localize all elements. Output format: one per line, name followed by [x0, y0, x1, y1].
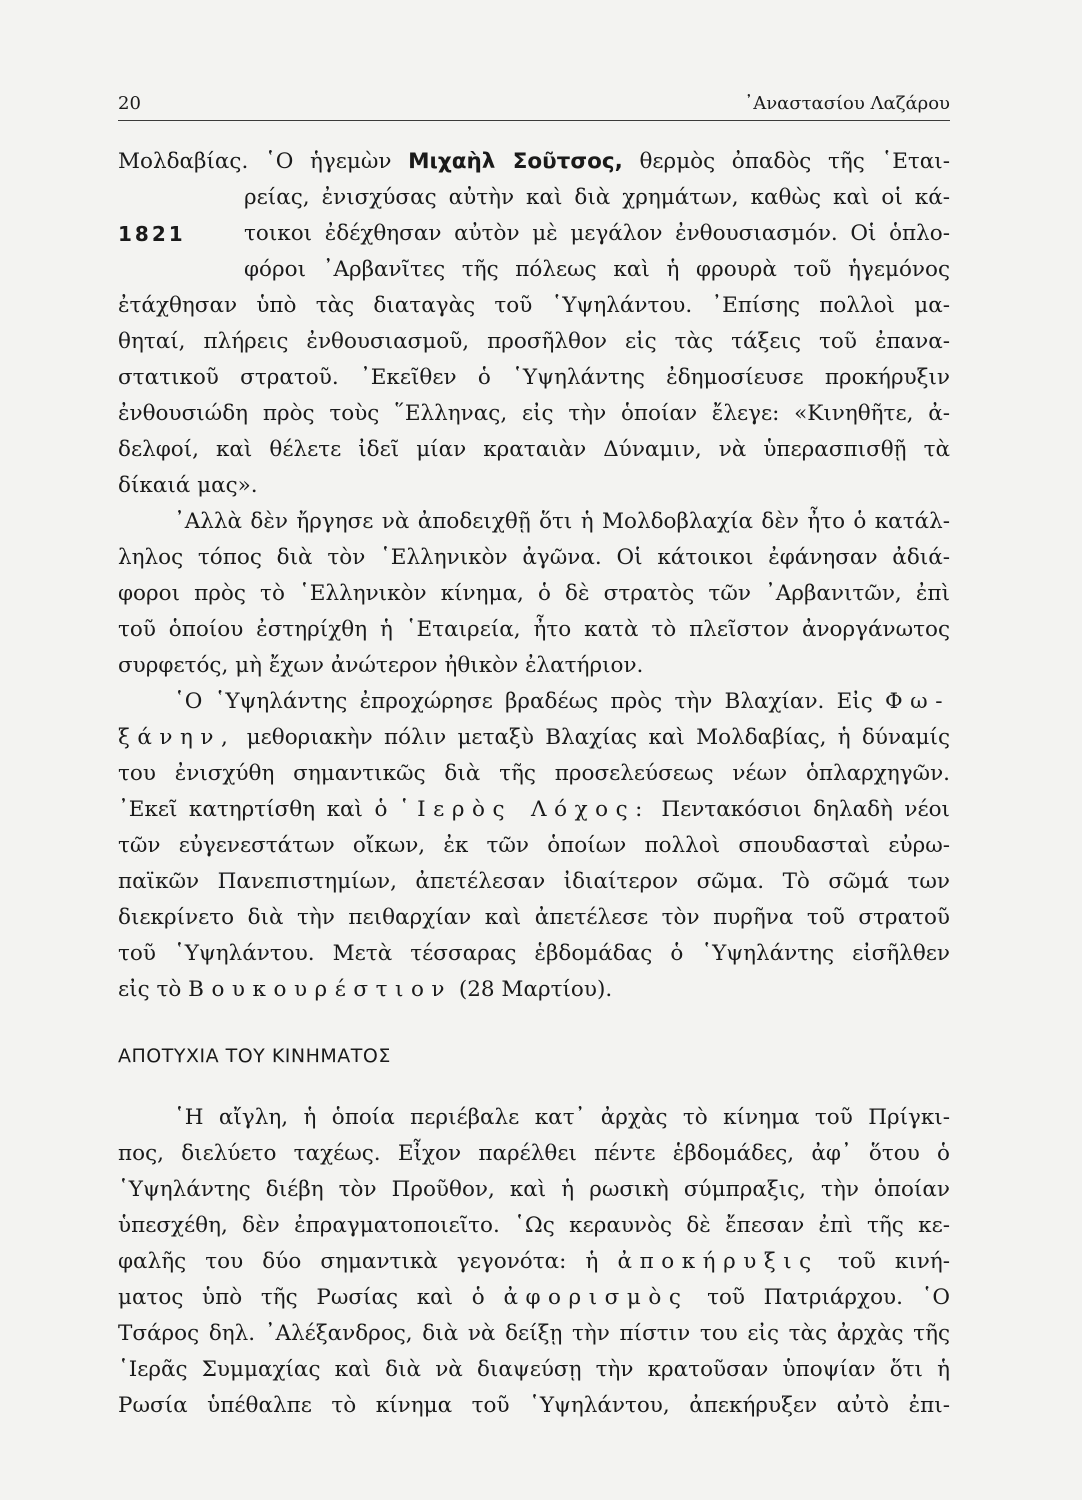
- text-line: ῾Ο ῾Υψηλάντης ἐπροχώρησε βραδέως πρὸς τὴν Βλαχίαν. Εἰς Φω-: [174, 689, 950, 714]
- text-line: ῾Ιερᾶς Συμμαχίας καὶ διὰ νὰ διαψεύσῃ τὴν κρατοῦσαν ὑποψίαν ὅτι ἡ: [118, 1357, 950, 1382]
- text-line: συρφετός, μὴ ἔχων ἀνώτερον ἠθικὸν ἐλατήριον.: [118, 653, 644, 678]
- text-line: Ρωσία ὑπέθαλπε τὸ κίνημα τοῦ ῾Υψηλάντου, ἀπεκήρυξεν αὐτὸ ἐπι-: [118, 1393, 950, 1418]
- text-line: φόροι ᾽Αρβανῖτες τῆς πόλεως καὶ ἡ φρουρὰ τοῦ ἡγεμόνος: [244, 257, 950, 282]
- spaced-term: ῾Ιερὸς Λόχος:: [398, 797, 650, 822]
- text-line: ῾Υψηλάντης διέβη τὸν Προῦθον, καὶ ἡ ρωσικὴ σύμπραξις, τὴν ὁποίαν: [118, 1177, 950, 1202]
- spaced-term: ἀποκήρυξις: [617, 1249, 819, 1274]
- margin-year: 1821: [118, 222, 186, 246]
- text-line: δίκαιά μας».: [118, 473, 258, 498]
- text-line: ῾Η αἴγλη, ἡ ὁποία περιέβαλε κατ᾽ ἀρχὰς τὸ κίνημα τοῦ Πρίγκι-: [174, 1105, 950, 1130]
- running-title: ᾽Αναστασίου Λαζάρου: [744, 93, 950, 114]
- text-line: διεκρίνετο διὰ τὴν πειθαρχίαν καὶ ἀπετέλεσε τὸν πυρῆνα τοῦ στρατοῦ: [118, 905, 950, 930]
- text-line: ξάνην, μεθοριακὴν πόλιν μεταξὺ Βλαχίας καὶ Μολδαβίας, ἡ δύναμίς: [118, 725, 950, 750]
- text-line: ᾽Αλλὰ δὲν ἤργησε νὰ ἀποδειχθῇ ὅτι ἡ Μολδοβλαχία δὲν ἦτο ὁ κατάλ-: [174, 509, 950, 534]
- text-line: ἐτάχθησαν ὑπὸ τὰς διαταγὰς τοῦ ῾Υψηλάντου. ᾽Επίσης πολλοὶ μα-: [118, 293, 950, 318]
- text-line: του ἐνισχύθη σημαντικῶς διὰ τῆς προσελεύσεως νέων ὁπλαρχηγῶν.: [118, 761, 950, 786]
- text-line: ρείας, ἐνισχύσας αὐτὴν καὶ διὰ χρημάτων, καθὼς καὶ οἱ κά-: [244, 185, 950, 210]
- page-number: 20: [118, 93, 141, 114]
- text-line: παϊκῶν Πανεπιστημίων, ἀπετέλεσαν ἰδιαίτερον σῶμα. Τὸ σῶμά των: [118, 869, 950, 894]
- spaced-place-name: Φω-: [885, 689, 950, 714]
- text-line: τοῦ ὁποίου ἐστηρίχθη ἡ ῾Εταιρεία, ἦτο κατὰ τὸ πλεῖστον ἀνοργάνωτος: [118, 617, 950, 642]
- text-line: ὑπεσχέθη, δὲν ἐπραγματοποιεῖτο. ῾Ως κεραυνὸς δὲ ἔπεσαν ἐπὶ τῆς κε-: [118, 1213, 950, 1238]
- spaced-place-name: Βουκουρέστιον: [188, 977, 453, 1002]
- text-line: ληλος τόπος διὰ τὸν ῾Ελληνικὸν ἀγῶνα. Οἱ κάτοικοι ἐφάνησαν ἀδιά-: [118, 545, 950, 570]
- text-line: εἰς τὸ Βουκουρέστιον (28 Μαρτίου).: [118, 977, 613, 1002]
- body-text: [118, 144, 950, 1424]
- spaced-place-name: ξάνην,: [118, 725, 236, 750]
- text-line: στατικοῦ στρατοῦ. ᾽Εκεῖθεν ὁ ῾Υψηλάντης ἐδημοσίευσε προκήρυξιν: [118, 365, 950, 390]
- running-header: [118, 80, 950, 121]
- text-line: πος, διελύετο ταχέως. Εἶχον παρέλθει πέντε ἑβδομάδες, ἀφ᾽ ὅτου ὁ: [118, 1141, 950, 1166]
- section-heading: ΑΠΟΤΥΧΙΑ ΤΟΥ ΚΙΝΗΜΑΤΟΣ: [118, 1045, 391, 1067]
- text-line: τοῦ ῾Υψηλάντου. Μετὰ τέσσαρας ἑβδομάδας ὁ ῾Υψηλάντης εἰσῆλθεν: [118, 941, 950, 966]
- text-line: δελφοί, καὶ θέλετε ἰδεῖ μίαν κραταιὰν Δύναμιν, νὰ ὑπερασπισθῇ τὰ: [118, 437, 950, 462]
- text-line: ᾽Εκεῖ κατηρτίσθη καὶ ὁ ῾Ιερὸς Λόχος: Πεντακόσιοι δηλαδὴ νέοι: [118, 797, 950, 822]
- text-line: ματος ὑπὸ τῆς Ρωσίας καὶ ὁ ἀφορισμὸς τοῦ Πατριάρχου. ῾Ο: [118, 1285, 950, 1310]
- text-line: θηταί, πλήρεις ἐνθουσιασμοῦ, προσῆλθον εἰς τὰς τάξεις τοῦ ἐπανα-: [118, 329, 950, 354]
- text-line: φοροι πρὸς τὸ ῾Ελληνικὸν κίνημα, ὁ δὲ στρατὸς τῶν ᾽Αρβανιτῶν, ἐπὶ: [118, 581, 950, 606]
- text-line: φαλῆς του δύο σημαντικὰ γεγονότα: ἡ ἀποκήρυξις τοῦ κινή-: [118, 1249, 950, 1274]
- bold-name: Μιχαὴλ Σοῦτσος,: [408, 149, 623, 174]
- spaced-term: ἀφορισμὸς: [503, 1285, 689, 1310]
- text-line: 1821 τοικοι ἐδέχθησαν αὐτὸν μὲ μεγάλον ἐνθουσιασμόν. Οἱ ὁπλο-: [244, 216, 950, 252]
- text-line: Μολδαβίας. ῾Ο ἡγεμὼν Μιχαὴλ Σοῦτσος, θερμὸς ὀπαδὸς τῆς ῾Εται-: [118, 149, 950, 174]
- text-line: τῶν εὐγενεστάτων οἴκων, ἐκ τῶν ὁποίων πολλοὶ σπουδασταὶ εὐρω-: [118, 833, 950, 858]
- text-line: ἐνθουσιώδη πρὸς τοὺς ῞Ελληνας, εἰς τὴν ὁποίαν ἔλεγε: «Κινηθῆτε, ἀ-: [118, 401, 950, 426]
- text-line: Τσάρος δηλ. ᾽Αλέξανδρος, διὰ νὰ δείξῃ τὴν πίστιν του εἰς τὰς ἀρχὰς τῆς: [118, 1321, 950, 1346]
